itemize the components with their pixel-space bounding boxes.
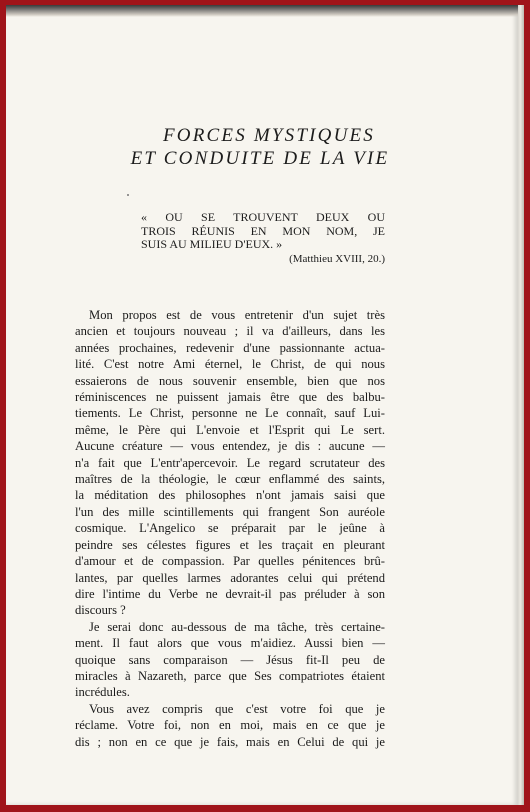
text-line: Vous avez compris que c'est votre foi que je	[89, 701, 385, 716]
epigraph-line: SUIS AU MILIEU D'EUX. »	[141, 237, 283, 252]
text-line: essaierons de nous souvenir ensemble, bien que nos	[75, 373, 385, 388]
text-line: discours ?	[75, 603, 126, 618]
epigraph-citation: (Matthieu XVIII, 20.)	[289, 252, 385, 265]
text-line: lité. C'est notre Ami éternel, le Christ, de qui nous	[75, 357, 385, 372]
text-line: cosmique. L'Angelico se préparait par le jeûne à	[75, 521, 385, 536]
text-line: années prochaines, redevenir d'une passionnante actua-	[75, 340, 385, 355]
paragraph	[75, 619, 385, 701]
text-line: l'un des mille scintillements qui frangent Son auréole	[75, 504, 385, 519]
text-line: lantes, par quelles larmes adorantes celui qui prétend	[75, 570, 385, 585]
text-line: Je serai donc au-dessous de ma tâche, très certaine-	[89, 619, 385, 634]
text-line: ancien et toujours nouveau ; il va d'ailleurs, dans les	[75, 324, 385, 339]
text-line: même, le Père qui L'envoie et l'Esprit qui Le sert.	[75, 422, 385, 437]
text-line: maîtres de la théologie, le cœur enflammé des saints,	[75, 472, 385, 487]
text-line: quoique sans comparaison — Jésus fit-Il peu de	[75, 652, 385, 667]
chapter-title	[60, 124, 460, 170]
text-line: miracles à Nazareth, parce que Ses compatriotes étaient	[75, 668, 385, 683]
text-line: Aucune créature — vous entendez, je dis : aucune —	[75, 439, 385, 454]
text-line: peindre ses célestes figures et les traçait en pleurant	[75, 537, 385, 552]
text-line: dire l'intime du Verbe ne devrait-il pas préluder à son	[75, 586, 385, 601]
text-line: la méditation des philosophes n'ont jamais saisi que	[75, 488, 385, 503]
text-line: Mon propos est de vous entretenir d'un sujet très	[89, 308, 385, 322]
epigraph-line: TROIS RÉUNIS EN MON NOM, JE	[141, 223, 385, 238]
epigraph-line: « OU SE TROUVENT DEUX OU	[141, 210, 385, 224]
epigraph	[141, 211, 385, 266]
print-speck	[127, 194, 129, 196]
chapter-title-line-1: FORCES MYSTIQUES	[163, 125, 375, 146]
text-line: d'amour et de compassion. Par quelles pénitences brû-	[75, 554, 385, 569]
page-edge	[518, 5, 524, 805]
text-line: réclame. Votre foi, non en moi, mais en ce que je	[75, 718, 385, 733]
chapter-title-line-2: ET CONDUITE DE LA VIE	[130, 148, 390, 169]
body-text	[75, 307, 385, 750]
text-line: dis ; non en ce que je fais, mais en Celui de qui je	[75, 734, 385, 749]
text-line: ment. Il faut alors que vous m'aidiez. Aussi bien —	[75, 636, 385, 651]
paragraph	[75, 307, 385, 619]
text-line: réminiscences ne puissent jamais être que des balbu-	[75, 390, 385, 405]
text-line: incrédules.	[75, 685, 130, 700]
text-line: tiements. Le Christ, personne ne Le connaît, sauf Lui-	[75, 406, 385, 421]
page-top-shadow	[6, 5, 518, 17]
text-line: n'a fait que L'entr'apercevoir. Le regard scrutateur des	[75, 455, 385, 470]
paragraph	[75, 701, 385, 750]
